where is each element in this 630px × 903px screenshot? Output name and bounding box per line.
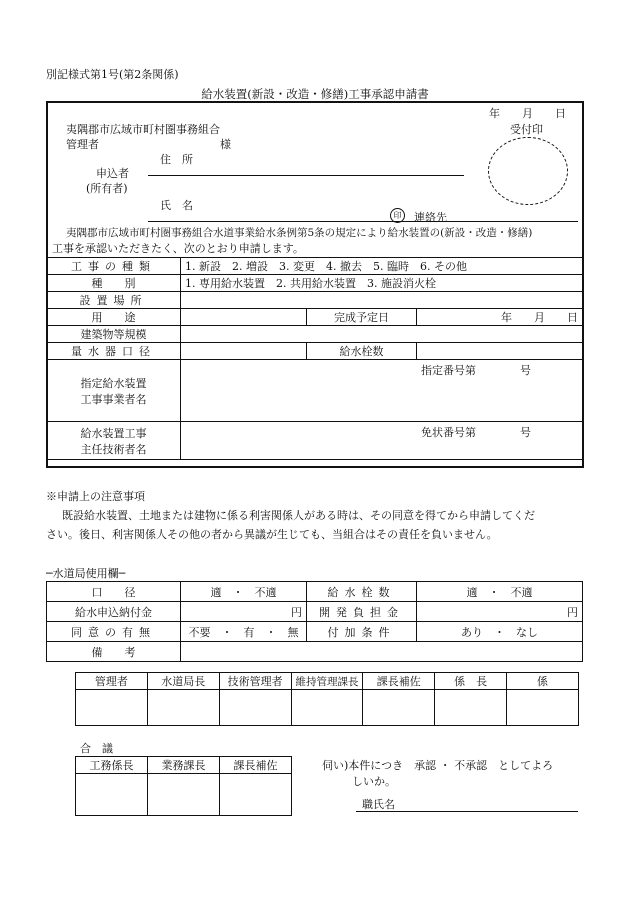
council-header-assistant: 課長補佐 bbox=[220, 757, 292, 774]
notes-line2: さい。後日、利害関係人その他の者から異議が生じても、当組合はその責任を負いません。 bbox=[46, 528, 498, 541]
work-type-label: 工事の種類 bbox=[47, 258, 181, 275]
designation-number: 指定番号第 号 bbox=[181, 360, 583, 422]
form-title: 給水装置(新設・改造・修繕)工事承認申請書 bbox=[201, 87, 429, 101]
tap-label: 給水栓数 bbox=[307, 582, 417, 602]
category-label: 種 別 bbox=[47, 275, 181, 292]
sama-label: 様 bbox=[220, 138, 231, 151]
application-form bbox=[46, 101, 584, 468]
remarks-value bbox=[181, 642, 583, 662]
owner-label: (所有者) bbox=[86, 182, 128, 195]
name-label: 氏 名 bbox=[160, 199, 193, 212]
approval-header-staff: 係 bbox=[507, 673, 579, 690]
date-field: 年 月 日 bbox=[489, 107, 566, 120]
approval-header-section-head: 係 長 bbox=[435, 673, 507, 690]
approval-header-tech-manager: 技術管理者 bbox=[219, 673, 291, 690]
inquiry-line1: 伺い)本件につき 承認 ・ 不承認 としてよろ bbox=[322, 759, 554, 772]
contact-label: 連絡先 bbox=[414, 211, 447, 224]
building-value bbox=[181, 326, 583, 343]
approval-table bbox=[75, 672, 579, 726]
office-use-heading: ─水道局使用欄─ bbox=[46, 567, 126, 580]
dev-label: 開発負担金 bbox=[307, 602, 417, 622]
tap-count-value bbox=[417, 343, 583, 360]
dev-unit: 円 bbox=[417, 602, 583, 622]
council-cell bbox=[76, 774, 148, 816]
meter-label: 量水器口径 bbox=[47, 343, 181, 360]
completion-label: 完成予定日 bbox=[307, 309, 417, 326]
statement-line1: 夷隅郡市広域市町村圏事務組合水道事業給水条例第5条の規定により給水装置の(新設・改造・修繕) bbox=[66, 227, 533, 239]
council-table bbox=[75, 756, 292, 816]
approval-cell bbox=[363, 690, 435, 726]
location-value bbox=[181, 292, 583, 309]
bore-label: 口 径 bbox=[47, 582, 181, 602]
council-header-works: 工務係長 bbox=[76, 757, 148, 774]
approval-cell bbox=[147, 690, 219, 726]
category-options: 1. 専用給水装置 2. 共用給水装置 3. 施設消火栓 bbox=[181, 275, 583, 292]
bore-value: 適 ・ 不適 bbox=[181, 582, 307, 602]
license-number: 免状番号第 号 bbox=[181, 422, 583, 460]
address-line bbox=[148, 175, 464, 176]
fee-unit: 円 bbox=[181, 602, 307, 622]
fee-label: 給水申込納付金 bbox=[47, 602, 181, 622]
office-use-table bbox=[46, 581, 583, 662]
official-line bbox=[356, 811, 578, 812]
form-number: 別記様式第1号(第2条関係) bbox=[46, 68, 179, 81]
receipt-stamp-label: 受付印 bbox=[510, 123, 543, 136]
work-type-options: 1. 新設 2. 増設 3. 変更 4. 撤去 5. 臨時 6. その他 bbox=[181, 258, 583, 275]
usage-label: 用 途 bbox=[47, 309, 181, 326]
recipient-org: 夷隅郡市広域市町村圏事務組合 bbox=[66, 123, 220, 136]
conditions-value: あり ・ なし bbox=[417, 622, 583, 642]
usage-value bbox=[181, 309, 307, 326]
council-cell bbox=[148, 774, 220, 816]
consent-label: 同意の有無 bbox=[47, 622, 181, 642]
receipt-stamp-area bbox=[488, 137, 568, 205]
approval-header-maintenance-chief: 維持管理課長 bbox=[291, 673, 363, 690]
name-line bbox=[148, 221, 578, 222]
approval-cell bbox=[435, 690, 507, 726]
completion-value: 年 月 日 bbox=[417, 309, 583, 326]
approval-cell bbox=[219, 690, 291, 726]
seal-icon: 印 bbox=[390, 208, 405, 223]
approval-cell bbox=[291, 690, 363, 726]
notes-line1: 既設給水装置、土地または建物に係る利害関係人がある時は、その同意を得てから申請してくだ bbox=[62, 509, 535, 522]
conditions-label: 付加条件 bbox=[307, 622, 417, 642]
approval-cell bbox=[76, 690, 148, 726]
contractor-label: 指定給水装置 工事事業者名 bbox=[47, 360, 181, 422]
approval-header-manager: 管理者 bbox=[76, 673, 148, 690]
applicant-label: 申込者 bbox=[96, 167, 129, 180]
building-label: 建築物等規模 bbox=[47, 326, 181, 343]
approval-header-assistant-chief: 課長補佐 bbox=[363, 673, 435, 690]
council-cell bbox=[220, 774, 292, 816]
tap-value: 適 ・ 不適 bbox=[417, 582, 583, 602]
location-label: 設置場所 bbox=[47, 292, 181, 309]
official-label: 職氏名 bbox=[362, 798, 395, 811]
meter-value bbox=[181, 343, 307, 360]
council-heading: 合 議 bbox=[80, 742, 113, 755]
address-label: 住 所 bbox=[160, 153, 193, 166]
council-header-business: 業務課長 bbox=[148, 757, 220, 774]
approval-header-bureau-chief: 水道局長 bbox=[147, 673, 219, 690]
approval-cell bbox=[507, 690, 579, 726]
remarks-label: 備 考 bbox=[47, 642, 181, 662]
recipient-title: 管理者 bbox=[66, 138, 99, 151]
consent-value: 不要 ・ 有 ・ 無 bbox=[181, 622, 307, 642]
notes-heading: ※申請上の注意事項 bbox=[46, 490, 145, 503]
engineer-label: 給水装置工事 主任技術者名 bbox=[47, 422, 181, 460]
details-table bbox=[46, 257, 583, 460]
tap-count-label: 給水栓数 bbox=[307, 343, 417, 360]
inquiry-line2: しいか。 bbox=[352, 775, 396, 788]
statement-line2: 工事を承認いただきたく、次のとおり申請します。 bbox=[52, 242, 304, 255]
